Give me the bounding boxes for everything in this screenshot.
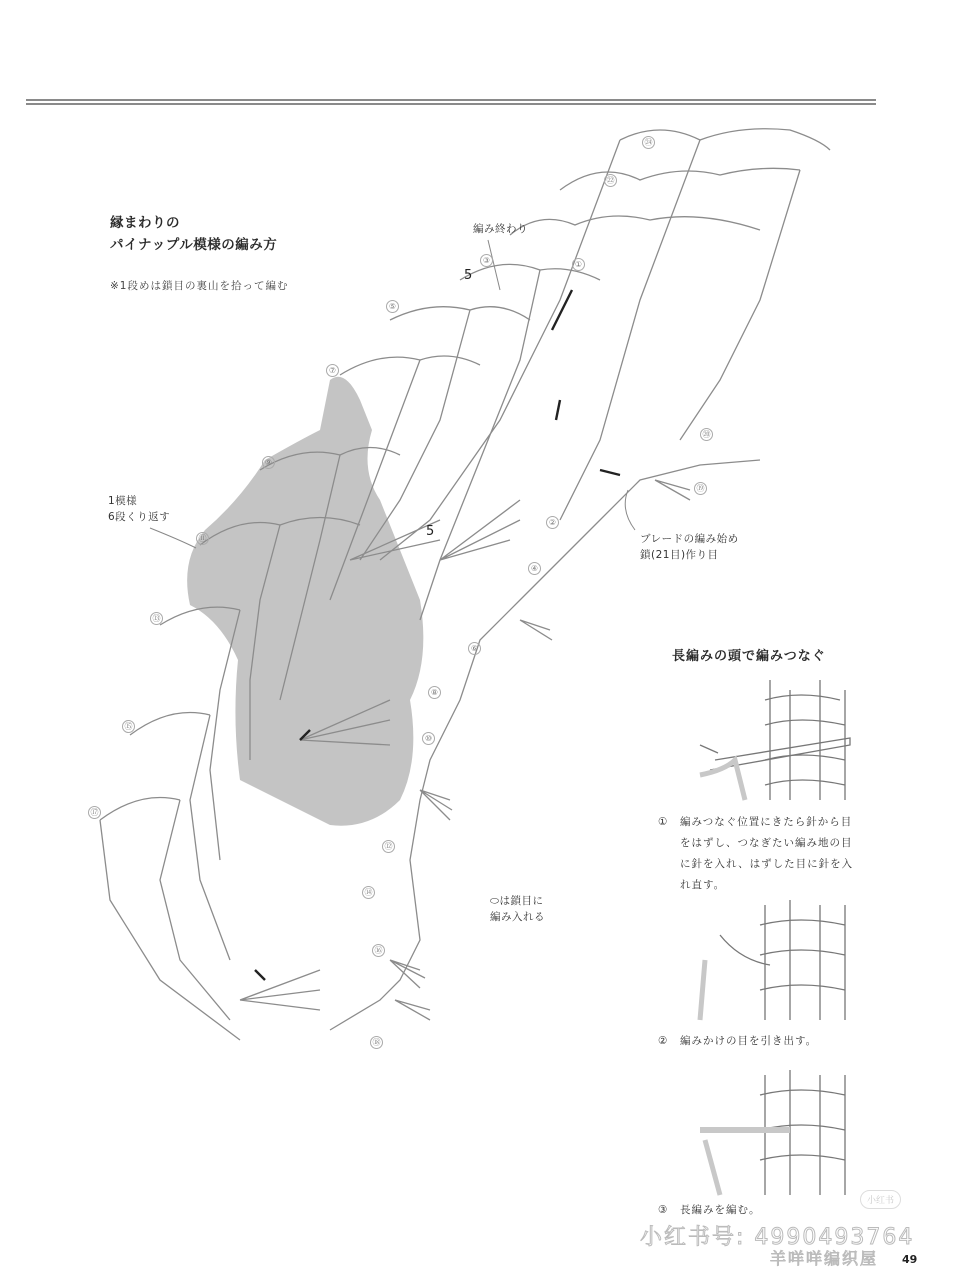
chain-note-line2: 編み入れる xyxy=(490,911,545,923)
chain-note-line1: ⬭は鎖目に xyxy=(490,895,544,907)
row-number: ⑰ xyxy=(88,806,101,819)
row-number: ⑦ xyxy=(326,364,339,377)
step-2-number: ② xyxy=(658,1035,669,1047)
row-number: ③ xyxy=(480,254,493,267)
row-number: ⑱ xyxy=(370,1036,383,1049)
row-number: ⑯ xyxy=(372,944,385,957)
chart-title-line2: パイナップル模様の編み方 xyxy=(110,237,278,253)
step-2 xyxy=(658,1031,817,1052)
row-number: ⑤ xyxy=(386,300,399,313)
row-number: ⑲ xyxy=(694,482,707,495)
row-number: ④ xyxy=(528,562,541,575)
step-1-line3: に針を入れ、はずした目に針を入 xyxy=(680,858,854,870)
watermark-author: 羊咩咩编织屋 xyxy=(770,1249,879,1268)
step-1-line4: れ直す。 xyxy=(680,879,726,891)
side-panel-heading: 長編みの頭で編みつなぐ xyxy=(672,649,826,664)
step-1-number: ① xyxy=(658,816,669,828)
repeat-label-line2: 6段くり返す xyxy=(108,511,171,523)
big-number-5-mid: 5 xyxy=(426,524,435,539)
repeat-label-line1: 1模様 xyxy=(108,495,138,507)
step-1-line2: をはずし、つなぎたい編み地の目 xyxy=(680,837,853,849)
start-label-line2: 鎖(21目)作り目 xyxy=(640,549,719,561)
chart-note: ※1段めは鎖目の裏山を拾って編む xyxy=(110,280,289,292)
row-number: ⑥ xyxy=(468,642,481,655)
step-1-line1: 編みつなぐ位置にきたら針から目 xyxy=(680,816,853,828)
end-label: 編み終わり xyxy=(473,223,528,235)
step-2-line1: 編みかけの目を引き出す。 xyxy=(680,1035,818,1047)
row-number: ⑭ xyxy=(362,886,375,899)
row-number: ② xyxy=(546,516,559,529)
row-number: ⑩ xyxy=(422,732,435,745)
step-3-line1: 長編みを編む。 xyxy=(680,1204,761,1216)
step-3 xyxy=(658,1200,761,1221)
row-number: ⑨ xyxy=(262,456,275,469)
step-1 xyxy=(658,812,853,896)
row-number: ㉔ xyxy=(642,136,655,149)
row-number: ⑪ xyxy=(196,532,209,545)
watermark-id: 小红书号: 4990493764 xyxy=(640,1225,915,1250)
big-number-5-top: 5 xyxy=(464,268,473,283)
row-number: ① xyxy=(572,258,585,271)
watermark-badge: 小红书 xyxy=(860,1190,901,1209)
row-number: ⑮ xyxy=(122,720,135,733)
row-number: ㉒ xyxy=(604,174,617,187)
row-number: ⑳ xyxy=(700,428,713,441)
chart-title-line1: 縁まわりの xyxy=(110,215,180,231)
row-number: ⑫ xyxy=(382,840,395,853)
step-3-number: ③ xyxy=(658,1204,669,1216)
page-number: 49 xyxy=(902,1253,918,1266)
row-number: ⑬ xyxy=(150,612,163,625)
start-label-line1: ブレードの編み始め xyxy=(640,533,739,545)
row-number: ⑧ xyxy=(428,686,441,699)
